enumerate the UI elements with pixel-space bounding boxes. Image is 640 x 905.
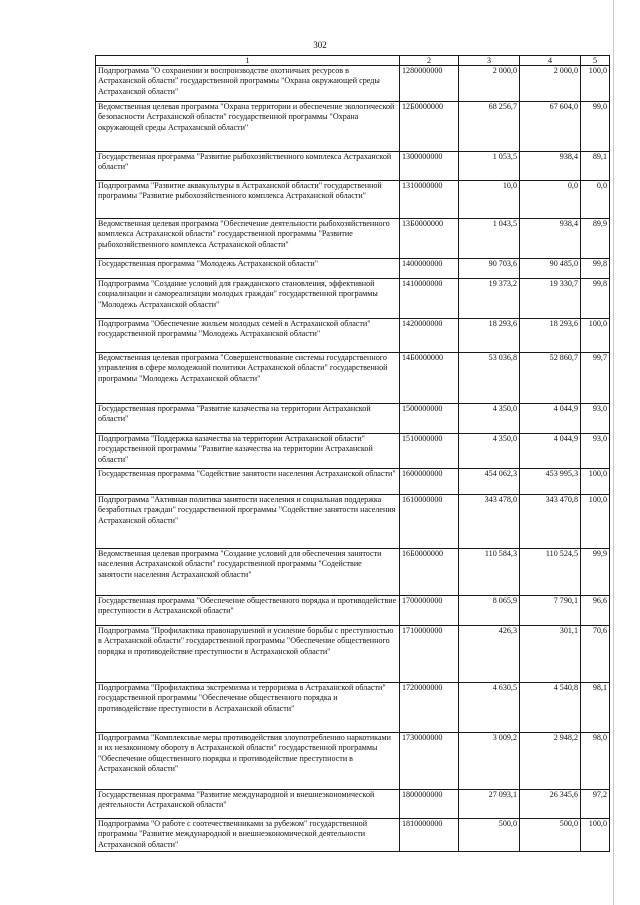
cell-fact: 301,1 [520,626,581,683]
page-edge-line [613,0,614,905]
cell-fact: 67 604,0 [520,102,581,152]
cell-plan: 1 043,5 [459,219,520,259]
cell-plan: 500,0 [459,819,520,852]
cell-fact: 4 044,9 [520,404,581,434]
cell-plan: 3 009,2 [459,733,520,790]
cell-name: Ведомственная целевая программа "Создание условий для обеспечения занятости населения Астраханской области" государственной программы "Содействие занятости населения Астраханской области" [96,549,400,596]
cell-percent: 0,0 [581,181,610,219]
table-row [96,279,610,319]
cell-plan: 27 093,1 [459,790,520,819]
cell-code: 1300000000 [400,152,459,181]
cell-fact: 90 485,0 [520,259,581,279]
header-code: 2 [400,56,459,66]
cell-percent: 97,2 [581,790,610,819]
table-row [96,733,610,790]
cell-plan: 53 036,8 [459,353,520,404]
cell-fact: 2 948,2 [520,733,581,790]
table-row [96,626,610,683]
table-row [96,495,610,549]
cell-fact: 110 524,5 [520,549,581,596]
table-row [96,683,610,733]
cell-percent: 98,0 [581,733,610,790]
cell-plan: 19 373,2 [459,279,520,319]
cell-plan: 4 630,5 [459,683,520,733]
cell-plan: 4 350,0 [459,404,520,434]
cell-percent: 70,6 [581,626,610,683]
cell-fact: 19 330,7 [520,279,581,319]
cell-fact: 52 860,7 [520,353,581,404]
cell-name: Подпрограмма "Создание условий для гражданского становления, эффективной социализации и самореализации молодых граждан" государственной программы "Молодежь Астраханской области" [96,279,400,319]
cell-code: 1610000000 [400,495,459,549]
table-row [96,102,610,152]
cell-code: 1700000000 [400,596,459,626]
table-row [96,404,610,434]
cell-plan: 110 584,3 [459,549,520,596]
cell-name: Ведомственная целевая программа "Охрана территории и обеспечение экологической безопасности Астраханской области" государственной программы "Охрана окружающей среды Астраханской области" [96,102,400,152]
cell-name: Государственная программа "Обеспечение общественного порядка и противодействие преступности в Астраханской области" [96,596,400,626]
cell-fact: 4 540,8 [520,683,581,733]
cell-plan: 2 000,0 [459,66,520,102]
header-plan: 3 [459,56,520,66]
cell-name: Государственная программа "Развитие рыбохозяйственного комплекса Астраханской области" [96,152,400,181]
table-row [96,549,610,596]
cell-name: Подпрограмма "Профилактика правонарушений и усиление борьбы с преступностью в Астраханской области" государственной программы "Обеспечение общественного порядка и противодействие преступности в Астраханской области" [96,626,400,683]
table-row [96,353,610,404]
cell-percent: 98,1 [581,683,610,733]
cell-code: 16Б0000000 [400,549,459,596]
cell-fact: 18 293,6 [520,319,581,353]
cell-percent: 89,1 [581,152,610,181]
table-row [96,790,610,819]
cell-plan: 4 350,0 [459,434,520,469]
cell-plan: 90 703,6 [459,259,520,279]
table-row [96,596,610,626]
cell-fact: 2 000,0 [520,66,581,102]
cell-percent: 100,0 [581,66,610,102]
header-fact: 4 [520,56,581,66]
cell-percent: 99,8 [581,259,610,279]
cell-code: 1800000000 [400,790,459,819]
cell-code: 1420000000 [400,319,459,353]
cell-plan: 10,0 [459,181,520,219]
cell-name: Подпрограмма "Обеспечение жильем молодых семей в Астраханской области" государственной программы "Молодежь Астраханской области" [96,319,400,353]
table-row [96,819,610,852]
page-number: 302 [313,40,327,50]
cell-name: Подпрограмма "О сохранении и воспроизводстве охотничьих ресурсов в Астраханской области" государственной программы "Охрана окружающей среды Астраханской области" [96,66,400,102]
table-row [96,434,610,469]
cell-code: 1730000000 [400,733,459,790]
cell-code: 12Б0000000 [400,102,459,152]
table-row [96,152,610,181]
cell-plan: 343 478,0 [459,495,520,549]
table-row [96,319,610,353]
cell-code: 1720000000 [400,683,459,733]
cell-name: Подпрограмма "Профилактика экстремизма и терроризма в Астраханской области" государственной программы "Обеспечение общественного порядка и противодействие преступности в Астраханской области" [96,683,400,733]
cell-name: Подпрограмма "О работе с соотечественниками за рубежом" государственной программы "Развитие международной и внешнеэкономической деятельности Астраханской области" [96,819,400,852]
cell-fact: 500,0 [520,819,581,852]
cell-name: Ведомственная целевая программа "Обеспечение деятельности рыбохозяйственного комплекса Астраханской области" государственной программы "Развитие рыбохозяйственного комплекса Астраханской области" [96,219,400,259]
cell-code: 14Б0000000 [400,353,459,404]
cell-code: 1810000000 [400,819,459,852]
cell-percent: 89,9 [581,219,610,259]
cell-fact: 453 995,3 [520,469,581,495]
cell-fact: 26 345,6 [520,790,581,819]
cell-name: Подпрограмма "Активная политика занятости населения и социальная поддержка безработных граждан" государственной программы "Содействие занятости населения Астраханской области" [96,495,400,549]
cell-code: 1280000000 [400,66,459,102]
cell-percent: 96,6 [581,596,610,626]
cell-name: Государственная программа "Молодежь Астраханской области" [96,259,400,279]
cell-percent: 93,0 [581,404,610,434]
cell-plan: 18 293,6 [459,319,520,353]
cell-name: Подпрограмма "Поддержка казачества на территории Астраханской области" государственной программы "Развитие казачества на территории Астраханской области" [96,434,400,469]
cell-name: Ведомственная целевая программа "Совершенствование системы государственного управления в сфере молодежной политики Астраханской области" государственной программы "Молодежь Астраханской области" [96,353,400,404]
cell-fact: 4 044,9 [520,434,581,469]
cell-plan: 8 065,9 [459,596,520,626]
cell-code: 1500000000 [400,404,459,434]
cell-code: 1600000000 [400,469,459,495]
cell-plan: 454 062,3 [459,469,520,495]
table-row [96,219,610,259]
table-row [96,469,610,495]
cell-plan: 426,3 [459,626,520,683]
cell-percent: 100,0 [581,469,610,495]
cell-code: 1710000000 [400,626,459,683]
table-row [96,259,610,279]
cell-plan: 68 256,7 [459,102,520,152]
cell-name: Подпрограмма "Комплексные меры противодействия злоупотреблению наркотиками и их незаконному обороту в Астраханской области" государственной программы "Обеспечение общественного порядка и противодействие преступности в Астраханской области" [96,733,400,790]
cell-code: 13Б0000000 [400,219,459,259]
cell-name: Государственная программа "Развитие казачества на территории Астраханской области" [96,404,400,434]
cell-percent: 99,9 [581,549,610,596]
cell-plan: 1 053,5 [459,152,520,181]
cell-fact: 938,4 [520,152,581,181]
cell-code: 1510000000 [400,434,459,469]
header-percent: 5 [581,56,610,66]
cell-code: 1310000000 [400,181,459,219]
cell-fact: 343 470,8 [520,495,581,549]
cell-percent: 99,8 [581,279,610,319]
cell-fact: 7 790,1 [520,596,581,626]
budget-table [95,55,610,852]
cell-percent: 100,0 [581,319,610,353]
cell-percent: 93,0 [581,434,610,469]
cell-fact: 938,4 [520,219,581,259]
table-row [96,181,610,219]
cell-percent: 99,0 [581,102,610,152]
table-body [96,66,610,852]
cell-name: Государственная программа "Развитие международной и внешнеэкономической деятельности Астраханской области" [96,790,400,819]
table-row [96,66,610,102]
header-name: 1 [96,56,400,66]
cell-percent: 99,7 [581,353,610,404]
cell-code: 1400000000 [400,259,459,279]
cell-percent: 100,0 [581,495,610,549]
cell-fact: 0,0 [520,181,581,219]
table-header-row [96,56,610,66]
cell-code: 1410000000 [400,279,459,319]
cell-percent: 100,0 [581,819,610,852]
cell-name: Государственная программа "Содействие занятости населения Астраханской области" [96,469,400,495]
cell-name: Подпрограмма "Развитие аквакультуры в Астраханской области" государственной программы "Развитие рыбохозяйственного комплекса Астраханской области" [96,181,400,219]
